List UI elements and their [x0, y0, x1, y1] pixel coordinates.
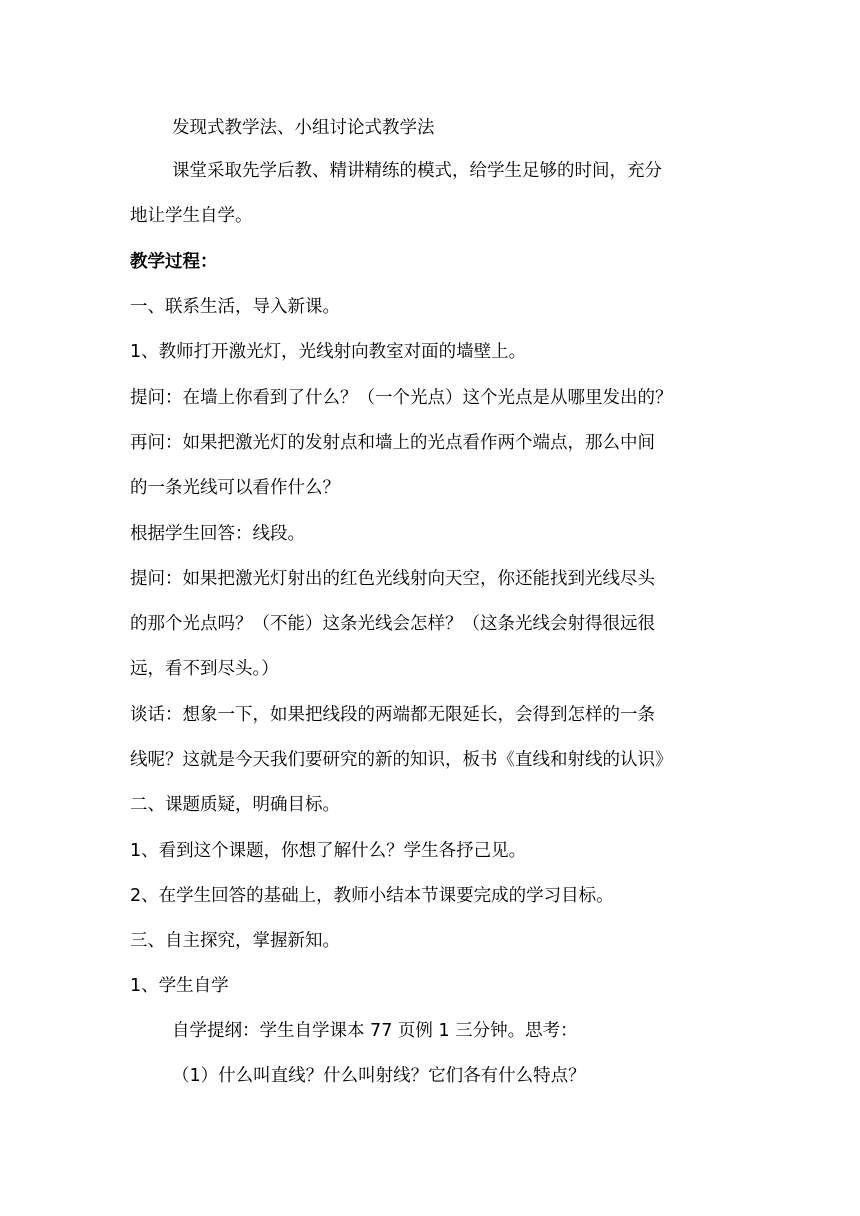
question-1: （1）什么叫直线？什么叫射线？它们各有什么特点？: [172, 1066, 586, 1086]
paragraph-classroom-mode-line1: 课堂采取先学后教、精讲精练的模式，给学生足够的时间，充分: [172, 161, 662, 181]
text-line: 提问：在墙上你看到了什么？（一个光点）这个光点是从哪里发出的？: [130, 388, 673, 408]
section-heading-teaching-process: 教学过程：: [130, 252, 218, 272]
step-heading-3: 三、自主探究，掌握新知。: [130, 931, 340, 951]
paragraph-teaching-methods: 发现式教学法、小组讨论式教学法: [172, 118, 435, 138]
text-line: 1、学生自学: [130, 976, 229, 996]
text-line: 线呢？这就是今天我们要研究的新的知识，板书《直线和射线的认识》: [130, 750, 673, 770]
text-line: 1、看到这个课题，你想了解什么？学生各抒己见。: [130, 841, 527, 861]
text-line: 根据学生回答：线段。: [130, 524, 305, 544]
text-line: 提问：如果把激光灯射出的红色光线射向天空，你还能找到光线尽头: [130, 569, 655, 589]
text-line: 远，看不到尽头。）: [130, 659, 279, 679]
paragraph-classroom-mode-line2: 地让学生自学。: [130, 206, 253, 226]
text-line: 的那个光点吗？（不能）这条光线会怎样？（这条光线会射得很远很: [130, 614, 655, 634]
text-line: 谈话：想象一下，如果把线段的两端都无限延长，会得到怎样的一条: [130, 705, 655, 725]
text-line: 2、在学生回答的基础上，教师小结本节课要完成的学习目标。: [130, 886, 614, 906]
text-line: 1、教师打开激光灯，光线射向教室对面的墙壁上。: [130, 342, 527, 362]
text-line: 再问：如果把激光灯的发射点和墙上的光点看作两个端点，那么中间: [130, 433, 655, 453]
step-heading-2: 二、课题质疑，明确目标。: [130, 795, 340, 815]
text-line: 的一条光线可以看作什么？: [130, 478, 340, 498]
self-study-outline: 自学提纲：学生自学课本 77 页例 1 三分钟。思考：: [172, 1021, 578, 1041]
step-heading-1: 一、联系生活，导入新课。: [130, 297, 340, 317]
